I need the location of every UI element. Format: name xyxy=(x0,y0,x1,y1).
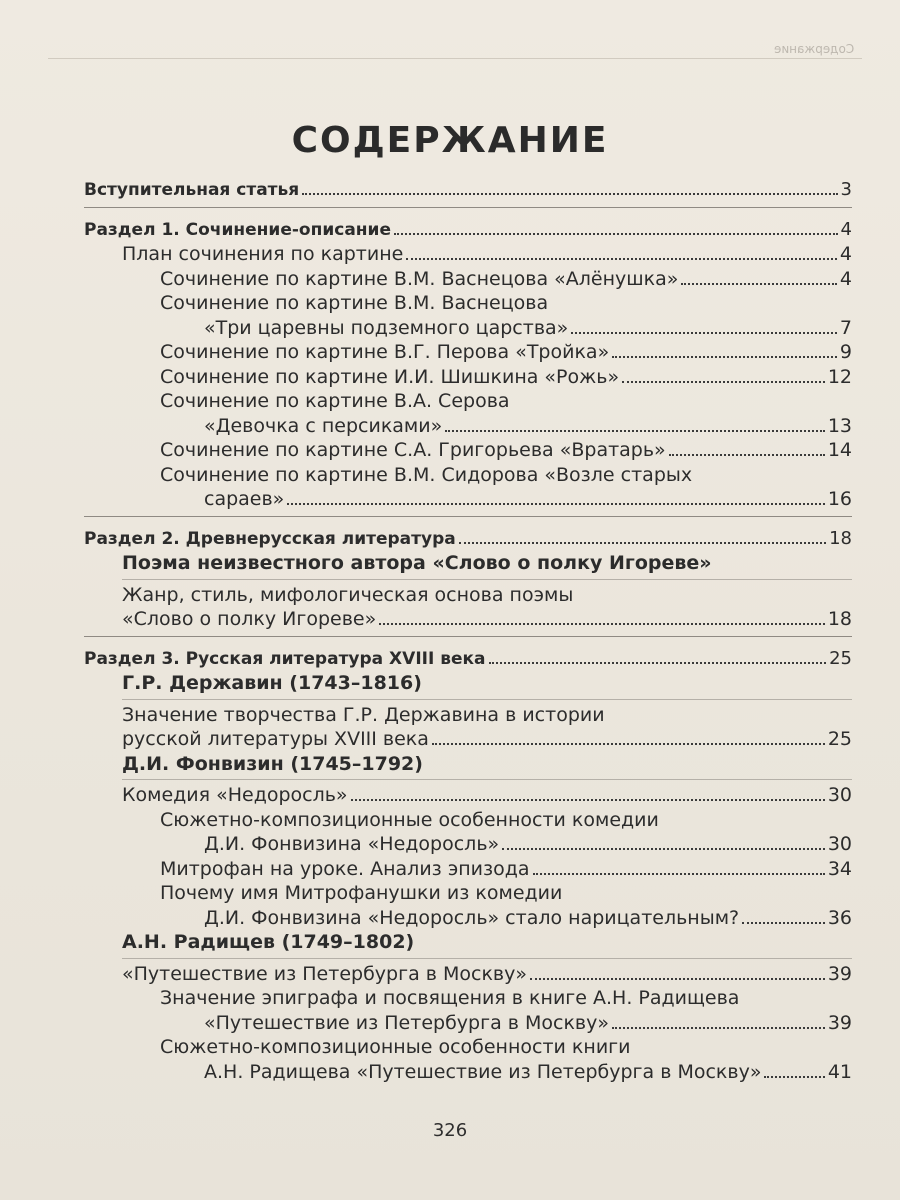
toc-entry-title: Вступительная статья xyxy=(84,180,300,200)
dot-leader xyxy=(681,283,837,285)
toc-entry-title: «Три царевны подземного царства» xyxy=(204,316,569,339)
toc-entry[interactable] xyxy=(84,1060,852,1085)
dot-leader xyxy=(459,542,826,544)
toc-entry[interactable] xyxy=(84,607,852,632)
toc-entry-title: Значение эпиграфа и посвящения в книге А.Н. Радищева xyxy=(160,987,740,1009)
dot-leader xyxy=(533,873,825,875)
toc-author-heading[interactable] xyxy=(84,671,852,696)
toc-page-number: 30 xyxy=(827,784,852,806)
toc-entry-title: Сочинение по картине И.И. Шишкина «Рожь» xyxy=(160,365,620,388)
toc-entry-title: Сюжетно-композиционные особенности комедии xyxy=(160,808,659,831)
toc-entry-title: Поэма неизвестного автора «Слово о полку Игореве» xyxy=(122,552,712,574)
toc-entry-title: Д.И. Фонвизин (1745–1792) xyxy=(122,752,423,775)
toc-page-number: 25 xyxy=(827,728,852,750)
toc-entry[interactable] xyxy=(84,438,852,463)
toc-entry[interactable] xyxy=(84,986,852,1011)
toc-entry[interactable] xyxy=(84,291,852,316)
dot-leader xyxy=(287,503,825,505)
table-of-contents xyxy=(84,178,852,1098)
toc-entry[interactable] xyxy=(84,783,852,808)
toc-page-number: 4 xyxy=(839,267,852,290)
author-rule xyxy=(122,579,852,580)
dot-leader xyxy=(351,799,825,801)
toc-entry-title: Комедия «Недоросль» xyxy=(122,784,348,806)
toc-page-number: 9 xyxy=(839,341,852,363)
toc-page-number: 34 xyxy=(827,857,852,880)
toc-entry-title: сараев» xyxy=(204,488,285,510)
toc-page-number: 30 xyxy=(827,833,852,855)
toc-section-heading[interactable] xyxy=(84,647,852,672)
toc-page-number: 18 xyxy=(827,608,852,630)
toc-entry[interactable] xyxy=(84,703,852,728)
toc-entry[interactable] xyxy=(84,881,852,906)
toc-entry[interactable] xyxy=(84,414,852,439)
dot-leader xyxy=(612,1027,825,1029)
toc-entry-title: Сюжетно-композиционные особенности книги xyxy=(160,1036,631,1058)
toc-entry-title: Почему имя Митрофанушки из комедии xyxy=(160,882,563,904)
toc-section xyxy=(84,178,852,208)
toc-page-number: 3 xyxy=(840,179,852,200)
dot-leader xyxy=(302,193,837,195)
toc-entry-title: Сочинение по картине В.А. Серова xyxy=(160,390,510,412)
toc-entry-title: Сочинение по картине В.М. Васнецова xyxy=(160,292,549,314)
toc-entry[interactable] xyxy=(84,832,852,857)
toc-entry-title: Митрофан на уроке. Анализ эпизода xyxy=(160,857,530,880)
page-title: СОДЕРЖАНИЕ xyxy=(291,120,609,161)
toc-entry-title: русской литературы XVIII века xyxy=(122,728,429,750)
toc-page-number: 7 xyxy=(839,316,852,339)
toc-page-number: 4 xyxy=(840,218,852,240)
toc-section xyxy=(84,527,852,637)
toc-entry-title: Д.И. Фонвизина «Недоросль» xyxy=(204,833,500,855)
toc-page-number: 14 xyxy=(827,439,852,461)
toc-section-heading[interactable] xyxy=(84,178,852,203)
dot-leader xyxy=(571,332,837,334)
dot-leader xyxy=(530,978,825,980)
toc-entry[interactable] xyxy=(84,242,852,267)
header-rule xyxy=(48,58,862,59)
toc-entry-title: Раздел 3. Русская литература XVIII века xyxy=(84,648,486,669)
toc-entry-title: «Девочка с персиками» xyxy=(204,414,443,437)
toc-page-number: 25 xyxy=(829,647,852,669)
toc-entry-title: Сочинение по картине В.М. Сидорова «Возле старых xyxy=(160,463,693,486)
dot-leader xyxy=(379,623,825,625)
toc-page-number: 12 xyxy=(827,365,852,388)
toc-entry[interactable] xyxy=(84,267,852,292)
toc-entry-title: Сочинение по картине В.Г. Перова «Тройка» xyxy=(160,341,610,363)
toc-entry[interactable] xyxy=(84,857,852,882)
dot-leader xyxy=(764,1076,824,1078)
dot-leader xyxy=(502,848,825,850)
toc-page-number: 18 xyxy=(829,527,852,549)
bleed-through-header: Содержание xyxy=(773,42,854,56)
toc-entry-title: «Слово о полку Игореве» xyxy=(122,608,377,630)
toc-section-heading[interactable] xyxy=(84,527,852,552)
toc-page-number: 16 xyxy=(827,488,852,510)
dot-leader xyxy=(742,922,825,924)
toc-entry-title: Жанр, стиль, мифологическая основа поэмы xyxy=(122,583,574,606)
toc-page-number: 4 xyxy=(839,243,852,265)
toc-entry[interactable] xyxy=(84,487,852,512)
toc-entry-title: Значение творчества Г.Р. Державина в истории xyxy=(122,703,605,726)
author-rule xyxy=(122,958,852,959)
dot-leader xyxy=(394,233,838,235)
author-rule xyxy=(122,779,852,780)
toc-author-heading[interactable] xyxy=(84,551,852,576)
toc-entry-title: Раздел 2. Древнерусская литература xyxy=(84,528,456,549)
dot-leader xyxy=(406,258,837,260)
toc-entry-title: «Путешествие из Петербурга в Москву» xyxy=(122,962,527,985)
toc-entry[interactable] xyxy=(84,1035,852,1060)
toc-entry[interactable] xyxy=(84,727,852,752)
toc-page-number: 13 xyxy=(827,414,852,437)
dot-leader xyxy=(622,381,825,383)
dot-leader xyxy=(669,454,825,456)
dot-leader xyxy=(612,356,837,358)
toc-entry[interactable] xyxy=(84,340,852,365)
toc-page-number: 36 xyxy=(827,906,852,929)
toc-page-number: 39 xyxy=(827,1011,852,1034)
toc-author-heading[interactable] xyxy=(84,752,852,777)
toc-entry-title: План сочинения по картине xyxy=(122,243,404,265)
toc-entry-title: «Путешествие из Петербурга в Москву» xyxy=(204,1011,609,1034)
toc-entry-title: А.Н. Радищева «Путешествие из Петербурга в Москву» xyxy=(204,1060,762,1083)
toc-section-heading[interactable] xyxy=(84,218,852,243)
toc-entry[interactable] xyxy=(84,389,852,414)
toc-entry[interactable] xyxy=(84,962,852,987)
dot-leader xyxy=(432,743,825,745)
toc-entry-title: Сочинение по картине В.М. Васнецова «Алёнушка» xyxy=(160,267,679,290)
toc-page-number: 41 xyxy=(827,1060,852,1083)
toc-entry[interactable] xyxy=(84,1011,852,1036)
toc-entry-title: Г.Р. Державин (1743–1816) xyxy=(122,672,422,694)
toc-author-heading[interactable] xyxy=(84,930,852,955)
dot-leader xyxy=(445,430,825,432)
page-number: 326 xyxy=(432,1120,468,1141)
toc-entry-title: Раздел 1. Сочинение-описание xyxy=(84,219,391,240)
author-rule xyxy=(122,699,852,700)
toc-entry-title: Сочинение по картине С.А. Григорьева «Вратарь» xyxy=(160,439,666,461)
toc-entry[interactable] xyxy=(84,365,852,390)
toc-entry[interactable] xyxy=(84,906,852,931)
toc-entry[interactable] xyxy=(84,583,852,608)
dot-leader xyxy=(489,662,827,664)
toc-entry[interactable] xyxy=(84,316,852,341)
toc-page-number: 39 xyxy=(827,962,852,985)
toc-section xyxy=(84,218,852,517)
toc-entry[interactable] xyxy=(84,463,852,488)
toc-section xyxy=(84,647,852,1089)
toc-entry-title: А.Н. Радищев (1749–1802) xyxy=(122,931,415,953)
toc-entry[interactable] xyxy=(84,808,852,833)
toc-entry-title: Д.И. Фонвизина «Недоросль» стало нарицательным? xyxy=(204,906,740,929)
